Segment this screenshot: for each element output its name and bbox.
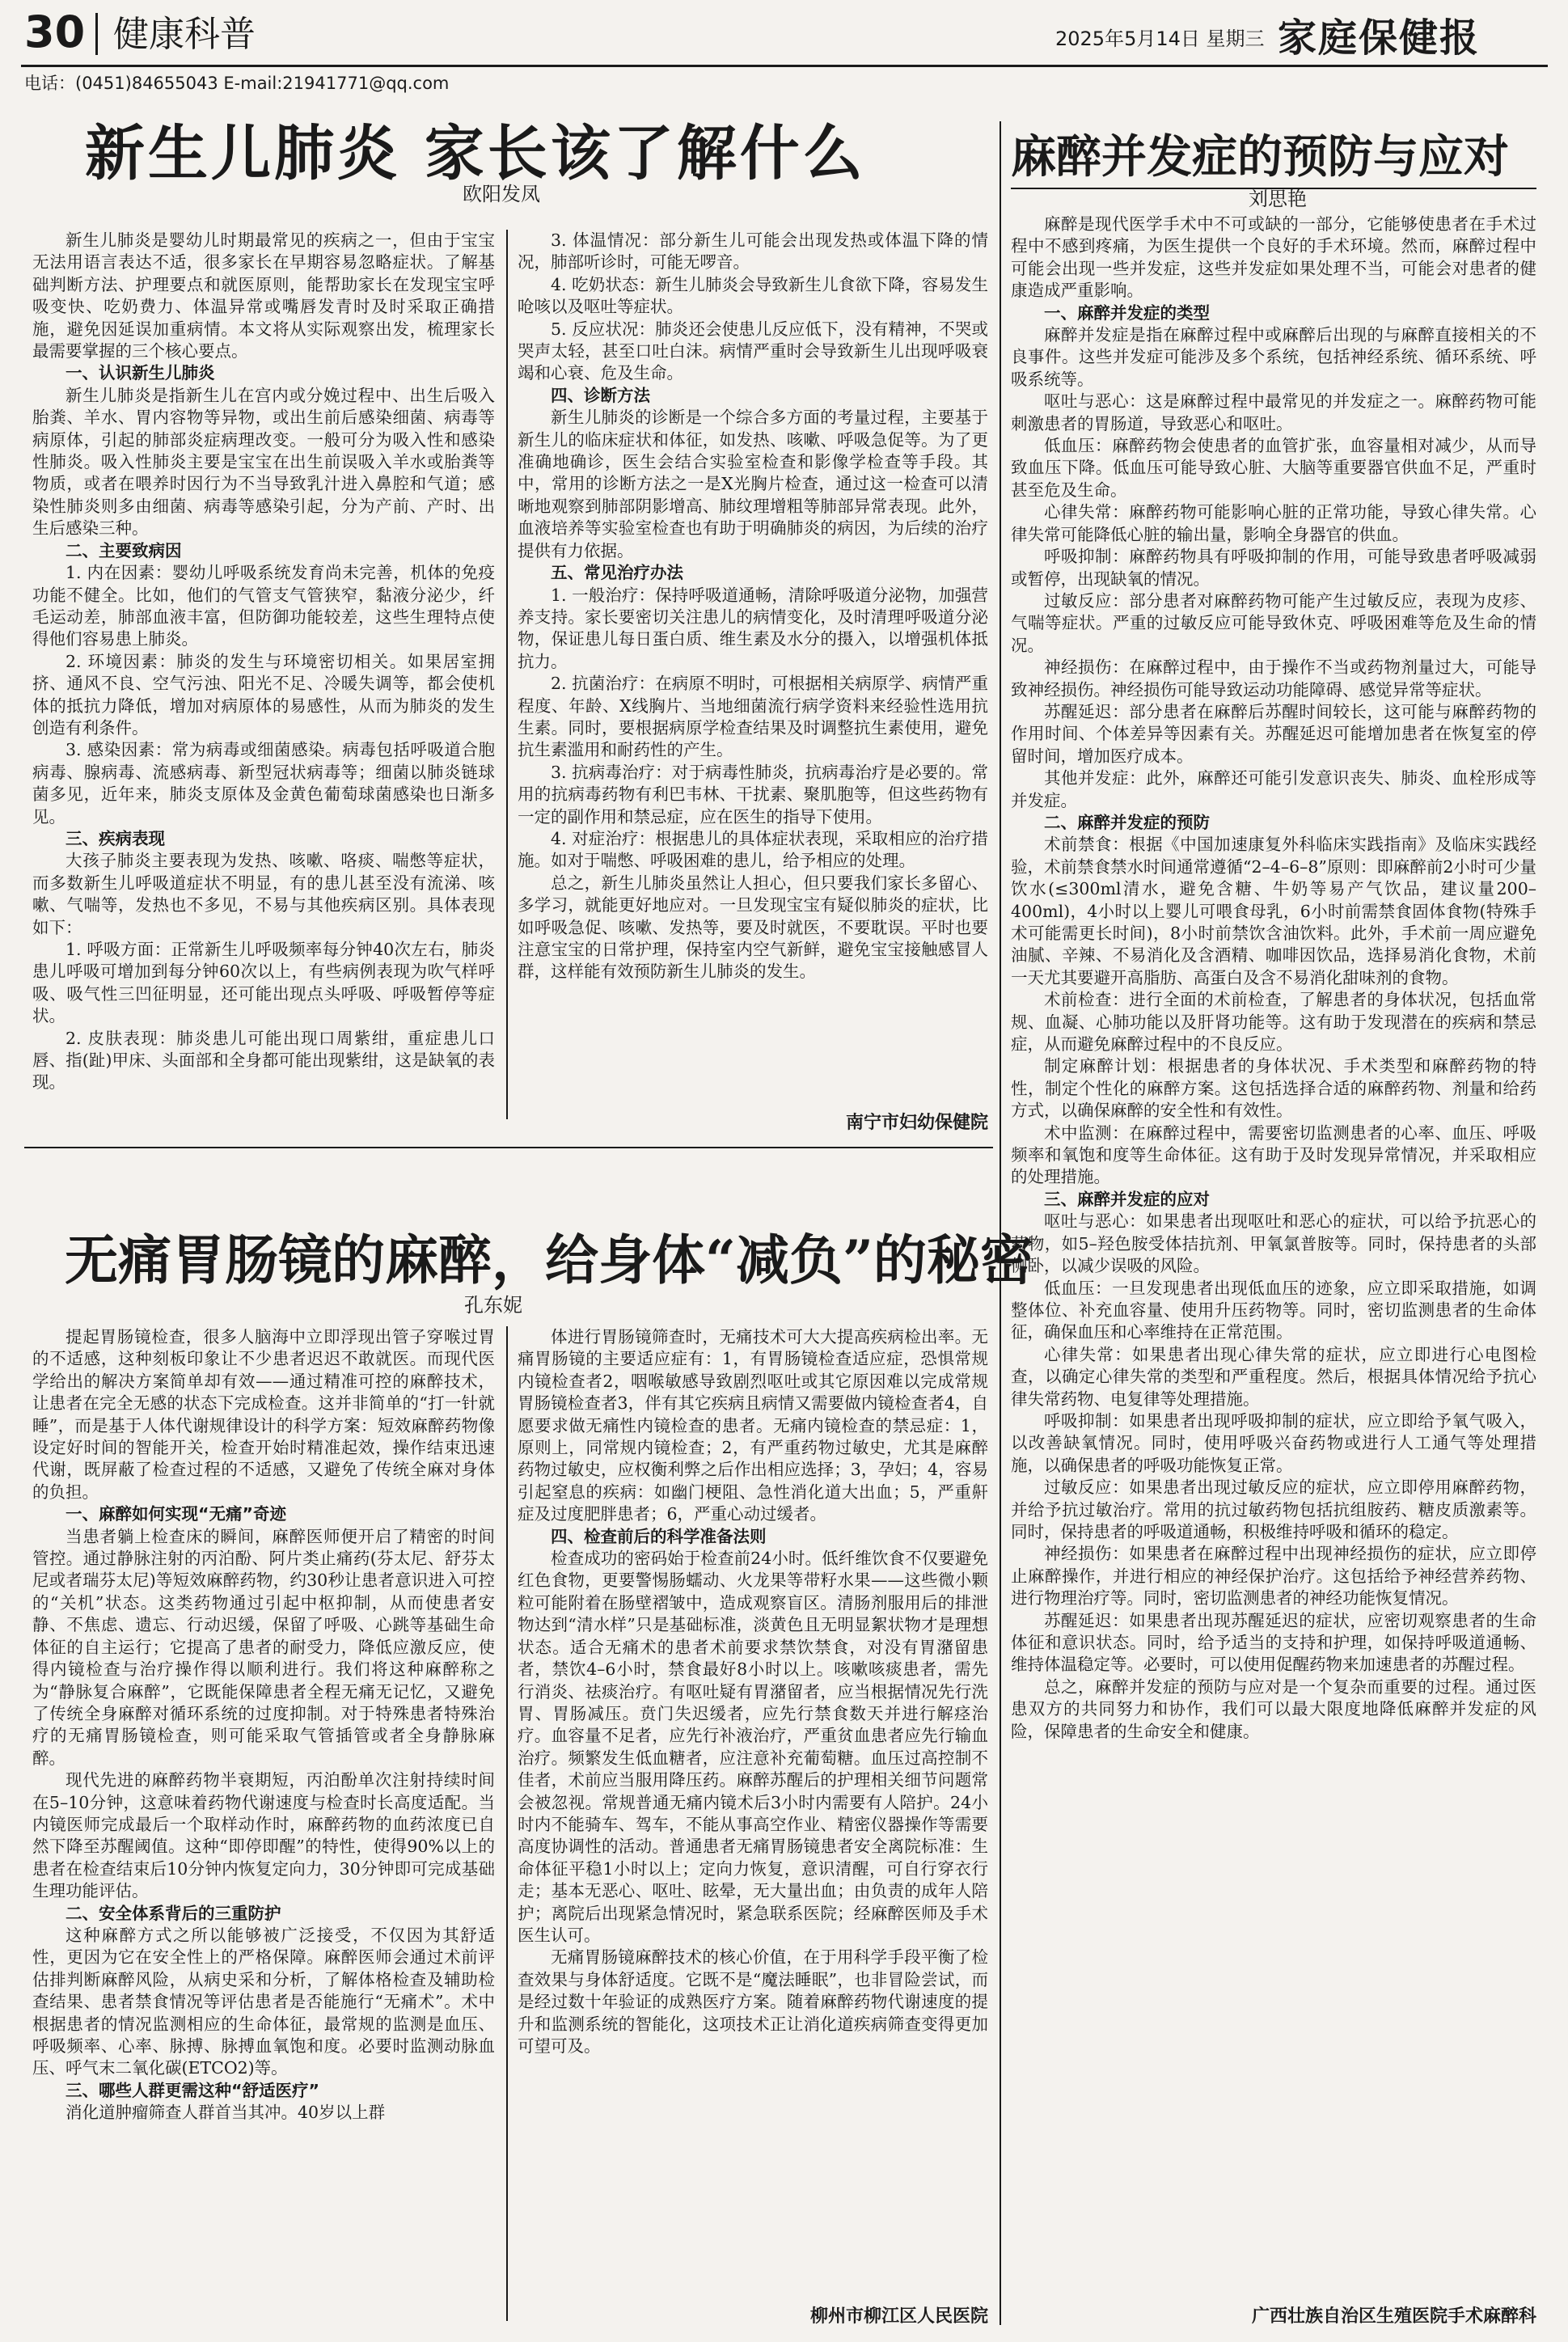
article-divider <box>24 1147 993 1148</box>
paragraph: 总之，新生儿肺炎虽然让人担心，但只要我们家长多留心、多学习，就能更好地应对。一旦发现宝宝有疑似肺炎的症状，比如呼吸急促、咳嗽、发热等，要及时就医，不要耽误。平时也要注意宝宝的日常护理，保持室内空气新鲜，避免宝宝接触感冒人群，这样能有效预防新生儿肺炎的发生。 <box>518 873 988 982</box>
paragraph: 苏醒延迟：部分患者在麻醉后苏醒时间较长，这可能与麻醉药物的作用时间、个体差异等因素有关。苏醒延迟可能增加患者在恢复室的停留时间，增加医疗成本。 <box>1011 701 1536 766</box>
paragraph: 体进行胃肠镜筛查时，无痛技术可大大提高疾病检出率。无痛胃肠镜的主要适应症有：1，有胃肠镜检查适应症，恐惧常规内镜检查者2，咽喉敏感导致剧烈呕吐或其它原因难以完成常规胃肠镜检查者3，伴有其它疾病且病情又需要做内镜检查者4，自愿要求做无痛性内镜检查的患者。无痛内镜检查的禁忌症：1，原则上，同常规内镜检查；2，有严重药物过敏史，尤其是麻醉药物过敏史，应权衡利弊之后作出相应选择；3，孕妇；4，容易引起窒息的疾病：如幽门梗阻、急性消化道大出血；5，严重鼾症及过度肥胖患者；6，严重心动过缓者。 <box>518 1327 988 1524</box>
section-heading: 二、麻醉并发症的预防 <box>1044 812 1210 832</box>
paragraph: 术前禁食：根据《中国加速康复外科临床实践指南》及临床实践经验，术前禁食禁水时间通常遵循“2–4–6–8”原则：即麻醉前2小时可少量饮水(≤300ml清水，避免含糖、牛奶等易产气饮品，建议量200–400ml)，4小时以上婴儿可喂食母乳，6小时前需禁食固体食物(特殊手术可能需更长时间)，8小时前禁饮含油饮料。此外，手术前一周应避免油腻、辛辣、不易消化及含酒精、咖啡因饮品，选择易消化食物，术前一天尤其要避开高脂肪、高蛋白及含不易消化甜味剂的食物。 <box>1011 835 1536 987</box>
section-heading: 五、常见治疗办法 <box>551 563 683 583</box>
paragraph: 3. 抗病毒治疗：对于病毒性肺炎，抗病毒治疗是必要的。常用的抗病毒药物有利巴韦林、干扰素、聚肌胞等，但这些药物有一定的副作用和禁忌症，应在医生的指导下使用。 <box>518 762 988 826</box>
paragraph: 新生儿肺炎是婴幼儿时期最常见的疾病之一，但由于宝宝无法用语言表达不适，很多家长在早期容易忽略症状。了解基础判断方法、护理要点和就医原则，能帮助家长在发现宝宝呼吸变快、吃奶费力、体温异常或嘴唇发青时及时采取正确措施，避免因延误加重病情。本文将从实际观察出发，梳理家长最需要掌握的三个核心要点。 <box>32 230 495 361</box>
paragraph: 4. 吃奶状态：新生儿肺炎会导致新生儿食欲下降，容易发生呛咳以及呕吐等症状。 <box>518 274 988 317</box>
paragraph: 制定麻醉计划：根据患者的身体状况、手术类型和麻醉药物的特性，制定个性化的麻醉方案。这包括选择合适的麻醉药物、剂量和给药方式，以确保麻醉的安全性和有效性。 <box>1011 1056 1536 1121</box>
paragraph: 过敏反应：如果患者出现过敏反应的症状，应立即停用麻醉药物，并给予抗过敏治疗。常用的抗过敏药物包括抗组胺药、糖皮质激素等。同时，保持患者的呼吸道通畅，积极维持呼吸和循环的稳定。 <box>1011 1477 1536 1541</box>
paragraph: 呕吐与恶心：如果患者出现呕吐和恶心的症状，可以给予抗恶心的药物，如5–羟色胺受体拮抗剂、甲氧氯普胺等。同时，保持患者的头部侧卧，以减少误吸的风险。 <box>1011 1211 1536 1276</box>
paragraph: 消化道肿瘤筛查人群首当其冲。40岁以上群 <box>66 2103 386 2123</box>
paragraph: 2. 抗菌治疗：在病原不明时，可根据相关病原学、病情严重程度、年龄、X线胸片、当地细菌流行病学资料来经验性选用抗生素。同时，要根据病原学检查结果及时调整抗生素使用，避免抗生素滥用和耐药性的产生。 <box>518 674 988 760</box>
article2-column-1 <box>32 1326 495 2325</box>
paragraph: 当患者躺上检查床的瞬间，麻醉医师便开启了精密的时间管控。通过静脉注射的丙泊酚、阿片类止痛药(芬太尼、舒芬太尼或者瑞芬太尼)等短效麻醉药物，约30秒让患者意识进入可控的“关机”状态。这类药物通过引起中枢抑制，从而使患者安静、不焦虑、遗忘、行动迟缓，保留了呼吸、心跳等基础生命体征的自主运行；它提高了患者的耐受力，降低应激反应，使得内镜检查与治疗操作得以顺利进行。我们将这种麻醉称之为“静脉复合麻醉”，它既能保障患者全程无痛无记忆，又避免了传统全身麻醉对循环系统的过度抑制。对于特殊患者特殊治疗的无痛胃肠镜检查，则可能采取气管插管或者全身静脉麻醉。 <box>32 1526 495 1768</box>
paragraph: 无痛胃肠镜麻醉技术的核心价值，在于用科学手段平衡了检查效果与身体舒适度。它既不是“魔法睡眠”，也非冒险尝试，而是经过数十年验证的成熟医疗方案。随着麻醉药物代谢速度的提升和监测系统的智能化，这项技术正让消化道疾病筛查变得更加可望可及。 <box>518 1947 988 2056</box>
paragraph: 1. 内在因素：婴幼儿呼吸系统发育尚未完善，机体的免疫功能不健全。比如，他们的气管支气管狭窄，黏液分泌少，纤毛运动差，肺部血液丰富，但防御功能较差，这些生理特点使得他们容易患上肺炎。 <box>32 563 495 649</box>
paragraph: 新生儿肺炎的诊断是一个综合多方面的考量过程，主要基于新生儿的临床症状和体征，如发热、咳嗽、呼吸急促等。为了更准确地确诊，医生会结合实验室检查和影像学检查等手段。其中，常用的诊断方法之一是X光胸片检查，通过这一检查可以清晰地观察到肺部阴影增高、肺纹理增粗等肺部异常表现。此外，血液培养等实验室检查也有助于明确肺炎的病因，为后续的治疗提供有力依据。 <box>518 408 988 560</box>
article3-body <box>1011 213 1536 2300</box>
contact-line: 电话：(0451)84655043 E-mail:21941771@qq.com <box>24 74 450 93</box>
article2-column-divider <box>506 1326 508 2321</box>
section-heading: 二、安全体系背后的三重防护 <box>66 1903 281 1923</box>
paragraph: 2. 皮肤表现：肺炎患儿可能出现口周紫绀，重症患儿口唇、指(趾)甲床、头面部和全身都可能出现紫绀，这是缺氧的表现。 <box>32 1028 495 1093</box>
paragraph: 新生儿肺炎是指新生儿在宫内或分娩过程中、出生后吸入胎粪、羊水、胃内容物等异物，或出生前后感染细菌、病毒等病原体，引起的肺部炎症病理改变。一般可分为吸入性和感染性肺炎。吸入性肺炎主要是宝宝在出生前误吸入羊水或胎粪等物质，或者在喂养时因行为不当导致乳汁进入鼻腔和气道；感染性肺炎则多由细菌、病毒等感染引起，分为产前、产时、出生后感染三种。 <box>32 385 495 539</box>
paragraph: 低血压：一旦发现患者出现低血压的迹象，应立即采取措施，如调整体位、补充血容量、使用升压药物等。同时，密切监测患者的生命体征，确保血压和心率维持在正常范围。 <box>1011 1278 1536 1342</box>
article2-title: 无痛胃肠镜的麻醉，给身体“减负”的秘密 <box>65 1228 1033 1291</box>
paragraph: 3. 感染因素：常为病毒或细菌感染。病毒包括呼吸道合胞病毒、腺病毒、流感病毒、新型冠状病毒等；细菌以肺炎链球菌多见，近年来，肺炎支原体及金黄色葡萄球菌感染也日渐多见。 <box>32 740 495 826</box>
article1-column-divider <box>506 230 508 1119</box>
paragraph: 低血压：麻醉药物会使患者的血管扩张，血容量相对减少，从而导致血压下降。低血压可能导致心脏、大脑等重要器官供血不足，严重时甚至危及生命。 <box>1011 436 1536 500</box>
paragraph: 2. 环境因素：肺炎的发生与环境密切相关。如果居室拥挤、通风不良、空气污浊、阳光不足、冷暖失调等，都会使机体的抵抗力降低，增加对病原体的易感性，从而为肺炎的发生创造有利条件。 <box>32 651 495 738</box>
paragraph: 3. 体温情况：部分新生儿可能会出现发热或体温下降的情况，肺部听诊时，可能无啰音。 <box>518 230 988 273</box>
article2-author: 孔东妮 <box>464 1294 522 1317</box>
article1-column-1 <box>32 230 495 1139</box>
paragraph: 麻醉并发症是指在麻醉过程中或麻醉后出现的与麻醉直接相关的不良事件。这些并发症可能涉及多个系统，包括神经系统、循环系统、呼吸系统等。 <box>1011 325 1536 389</box>
paragraph: 神经损伤：在麻醉过程中，由于操作不当或药物剂量过大，可能导致神经损伤。神经损伤可能导致运动功能障碍、感觉异常等症状。 <box>1011 657 1536 700</box>
paragraph: 其他并发症：此外，麻醉还可能引发意识丧失、肺炎、血栓形成等并发症。 <box>1011 768 1536 810</box>
article1-column-2 <box>518 230 988 1087</box>
article3-signature: 广西壮族自治区生殖医院手术麻醉科 <box>1251 2306 1536 2327</box>
section-heading: 三、麻醉并发症的应对 <box>1044 1189 1210 1209</box>
article1-signature: 南宁市妇幼保健院 <box>845 1113 988 1133</box>
article2-column-2 <box>518 1326 988 2301</box>
paragraph: 呕吐与恶心：这是麻醉过程中最常见的并发症之一。麻醉药物可能刺激患者的胃肠道，导致恶心和呕吐。 <box>1011 391 1536 433</box>
page-number: 30 <box>24 6 86 57</box>
section-heading: 一、麻醉如何实现“无痛”奇迹 <box>66 1504 286 1524</box>
paragraph: 术前检查：进行全面的术前检查，了解患者的身体状况，包括血常规、血凝、心肺功能以及肝肾功能等。这有助于发现潜在的疾病和禁忌症，从而避免麻醉过程中的不良反应。 <box>1011 990 1536 1055</box>
header-rule <box>21 65 1548 67</box>
section-heading: 二、主要致病因 <box>66 540 182 560</box>
section-name: 健康科普 <box>113 14 256 55</box>
newspaper-brand: 家庭保健报 <box>1278 15 1481 61</box>
paragraph: 5. 反应状况：肺炎还会使患儿反应低下，没有精神，不哭或哭声太轻，甚至口吐白沫。病情严重时会导致新生儿出现呼吸衰竭和心衰、危及生命。 <box>518 319 988 383</box>
paragraph: 1. 呼吸方面：正常新生儿呼吸频率每分钟40次左右，肺炎患儿呼吸可增加到每分钟60次以上，有些病例表现为吹气样呼吸、吸气性三凹征明显，还可能出现点头呼吸、呼吸暂停等症状。 <box>32 940 495 1026</box>
section-heading: 一、认识新生儿肺炎 <box>66 363 215 383</box>
paragraph: 1. 一般治疗：保持呼吸道通畅，清除呼吸道分泌物，加强营养支持。家长要密切关注患儿的病情变化，及时清理呼吸道分泌物，保证患儿每日蛋白质、维生素及水分的摄入，以增强机体抵抗力。 <box>518 585 988 671</box>
section-heading: 三、哪些人群更需这种“舒适医疗” <box>66 2080 319 2100</box>
paragraph: 4. 对症治疗：根据患儿的具体症状表现，采取相应的治疗措施。如对于喘憋、呼吸困难的患儿，给予相应的处理。 <box>518 828 988 871</box>
section-heading: 四、诊断方法 <box>551 385 650 405</box>
article2-signature: 柳州市柳江区人民医院 <box>809 2306 988 2327</box>
paragraph: 现代先进的麻醉药物半衰期短，丙泊酚单次注射持续时间在5–10分钟，这意味着药物代谢速度与检查时长高度适配。当内镜医师完成最后一个取样动作时，麻醉药物的血药浓度已自然下降至苏醒阈值。这种“即停即醒”的特性，使得90%以上的患者在检查结束后10分钟内恢复定向力，30分钟即可完成基础生理功能评估。 <box>32 1770 495 1901</box>
article1-author: 欧阳发凤 <box>463 183 540 205</box>
paragraph: 心律失常：如果患者出现心律失常的症状，应立即进行心电图检查，以确定心律失常的类型和严重程度。然后，根据具体情况给予抗心律失常药物、电复律等处理措施。 <box>1011 1344 1536 1409</box>
page-column-divider <box>1000 121 1001 2325</box>
section-heading: 三、疾病表现 <box>66 828 165 848</box>
issue-date: 2025年5月14日 星期三 <box>1055 27 1265 50</box>
paragraph: 心律失常：麻醉药物可能影响心脏的正常功能，导致心律失常。心律失常可能降低心脏的输出量，影响全身器官的供血。 <box>1011 502 1536 544</box>
paragraph: 提起胃肠镜检查，很多人脑海中立即浮现出管子穿喉过胃的不适感，这种刻板印象让不少患者迟迟不敢就医。而现代医学给出的解决方案简单却有效——通过精准可控的麻醉技术，让患者在完全无感的状态下完成检查。这并非简单的“打一针就睡”，而是基于人体代谢规律设计的科学方案：短效麻醉药物像设定好时间的智能开关，检查开始时精准起效，操作结束迅速代谢，既屏蔽了检查过程的不适感，又避免了传统全麻对身体的负担。 <box>32 1327 495 1502</box>
paragraph: 呼吸抑制：如果患者出现呼吸抑制的症状，应立即给予氧气吸入，以改善缺氧情况。同时，使用呼吸兴奋药物或进行人工通气等处理措施，以确保患者的呼吸功能恢复正常。 <box>1011 1410 1536 1475</box>
paragraph: 大孩子肺炎主要表现为发热、咳嗽、咯痰、喘憋等症状，而多数新生儿呼吸道症状不明显，有的患儿甚至没有流涕、咳嗽、气喘等，发热也不多见，不易与其他疾病区别。具体表现如下： <box>32 851 495 937</box>
article1-title: 新生儿肺炎 家长该了解什么 <box>85 119 866 188</box>
paragraph: 总之，麻醉并发症的预防与应对是一个复杂而重要的过程。通过医患双方的共同努力和协作，我们可以最大限度地降低麻醉并发症的风险，保障患者的生命安全和健康。 <box>1011 1676 1536 1741</box>
paragraph: 呼吸抑制：麻醉药物具有呼吸抑制的作用，可能导致患者呼吸减弱或暂停，出现缺氧的情况。 <box>1011 547 1536 589</box>
header-separator <box>95 13 98 55</box>
paragraph: 过敏反应：部分患者对麻醉药物可能产生过敏反应，表现为皮疹、气喘等症状。严重的过敏反应可能导致休克、呼吸困难等危及生命的情况。 <box>1011 590 1536 655</box>
paragraph: 检查成功的密码始于检查前24小时。低纤维饮食不仅要避免红色食物，更要警惕肠蠕动、火龙果等带籽水果——这些微小颗粒可能附着在肠壁褶皱中，造成观察盲区。清肠剂服用后的排泄物达到“清水样”只是基础标准，淡黄色且无明显絮状物才是理想状态。适合无痛术的患者术前要求禁饮禁食，对没有胃潴留患者，禁饮4–6小时，禁食最好8小时以上。咳嗽咳痰患者，需先行消炎、祛痰治疗。有呕吐疑有胃潴留者，应当根据情况先行洗胃、胃肠减压。贲门失迟缓者，应先行禁食数天并进行解痉治疗。血容量不足者，应先行补液治疗，严重贫血患者应先行输血治疗。频繁发生低血糖者，应注意补充葡萄糖。血压过高控制不佳者，术前应当服用降压药。麻醉苏醒后的护理相关细节问题常会被忽视。常规普通无痛内镜术后3小时内需要有人陪护。24小时内不能骑车、驾车，不能从事高空作业、精密仪器操作等需要高度协调性的活动。普通患者无痛胃肠镜患者安全离院标准：生命体征平稳1小时以上；定向力恢复，意识清醒，可自行穿衣行走；基本无恶心、呕吐、眩晕，无大量出血；由负责的成年人陪护；离院后出现紧急情况时，紧急联系医院；经麻醉医师及手术医生认可。 <box>518 1549 988 1945</box>
paragraph: 麻醉是现代医学手术中不可或缺的一部分，它能够使患者在手术过程中不感到疼痛，为医生提供一个良好的手术环境。然而，麻醉过程中可能会出现一些并发症，这些并发症如果处理不当，可能会对患者的健康造成严重影响。 <box>1011 214 1536 301</box>
article3-title: 麻醉并发症的预防与应对 <box>1011 130 1509 184</box>
paragraph: 这种麻醉方式之所以能够被广泛接受，不仅因为其舒适性，更因为它在安全性上的严格保障。麻醉医师会通过术前评估排判断麻醉风险，从病史采和分析，了解体格检查及辅助检查结果、患者禁食情况等评估患者是否能施行“无痛术”。术中根据患者的情况监测相应的生命体征，最常规的监测是血压、呼吸频率、心率、脉搏、脉搏血氧饱和度。必要时监测动脉血压、呼气末二氧化碳(ETCO2)等。 <box>32 1925 495 2078</box>
article3-author: 刘思艳 <box>1249 188 1307 210</box>
paragraph: 术中监测：在麻醉过程中，需要密切监测患者的心率、血压、呼吸频率和氧饱和度等生命体征。这有助于及时发现异常情况，并采取相应的处理措施。 <box>1011 1122 1536 1187</box>
paragraph: 苏醒延迟：如果患者出现苏醒延迟的症状，应密切观察患者的生命体征和意识状态。同时，给予适当的支持和护理，如保持呼吸道通畅、维持体温稳定等。必要时，可以使用促醒药物来加速患者的苏醒过程。 <box>1011 1610 1536 1675</box>
paragraph: 神经损伤：如果患者在麻醉过程中出现神经损伤的症状，应立即停止麻醉操作，并进行相应的神经保护治疗。这包括给予神经营养药物、进行物理治疗等。同时，密切监测患者的神经功能恢复情况。 <box>1011 1544 1536 1609</box>
section-heading: 四、检查前后的科学准备法则 <box>551 1526 767 1546</box>
section-heading: 一、麻醉并发症的类型 <box>1044 302 1210 323</box>
